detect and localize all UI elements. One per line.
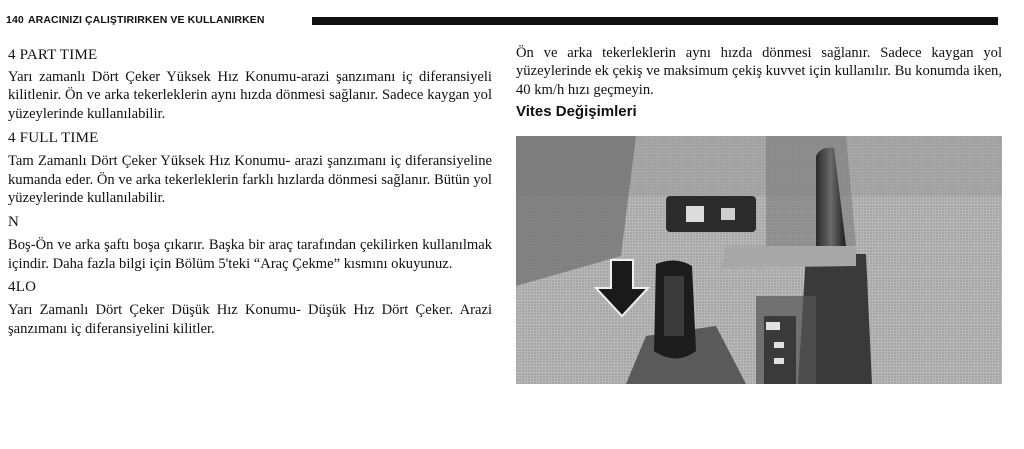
page-number: 140 xyxy=(6,14,24,26)
right-column xyxy=(516,44,1002,121)
section-text-4-part-time: Yarı zamanlı Dört Çeker Yüksek Hız Konumu-arazi şanzımanı iç diferansiyeli kilitlenir. Ön ve arka tekerleklerin aynı hızda dönmesi sağlanır. Sadece kaygan yol yüzeylerinde kullanılabilir. xyxy=(8,69,492,122)
continued-text: Ön ve arka tekerleklerin aynı hızda dönmesi sağlanır. Sadece kaygan yol yüzeylerinde ek çekiş ve maksimum çekiş kuvvet için kullanılır. Bu konumda iken, 40 km/h hızı geçmeyin. xyxy=(516,45,1002,98)
section-text-4lo: Yarı Zamanlı Dört Çeker Düşük Hız Konumu- Düşük Hız Dört Çeker. Arazi şanzımanı iç diferansiyelini kilitler. xyxy=(8,302,492,337)
header-rule xyxy=(312,17,998,25)
section-heading-4lo: 4LO xyxy=(8,279,37,296)
gear-shifts-heading: Vites Değişimleri xyxy=(516,103,637,121)
shift-lever-illustration xyxy=(516,136,1002,384)
header-title: ARACINIZI ÇALIŞTIRIRKEN VE KULLANIRKEN xyxy=(28,14,265,26)
shift-lever-photo xyxy=(516,136,1002,384)
section-text-4-full-time: Tam Zamanlı Dört Çeker Yüksek Hız Konumu- arazi şanzımanı iç diferansiyeline kumanda eder. Ön ve arka tekerleklerin farklı hızlarda dönmesi sağlanır. Bütün yol yüzeylerinde kullanılabilir. xyxy=(8,153,492,207)
section-heading-4-part-time: 4 PART TIME xyxy=(8,47,98,63)
section-heading-4-full-time: 4 FULL TIME xyxy=(8,130,99,147)
section-heading-n: N xyxy=(8,214,20,231)
page-header xyxy=(6,14,998,28)
left-column xyxy=(8,44,492,338)
section-text-n: Boş-Ön ve arka şaftı boşa çıkarır. Başka bir araç tarafından çekilirken kullanılmak içindir. Daha fazla bilgi için Bölüm 5'teki “Araç Çekme” kısmını okuyunuz. xyxy=(8,237,492,272)
